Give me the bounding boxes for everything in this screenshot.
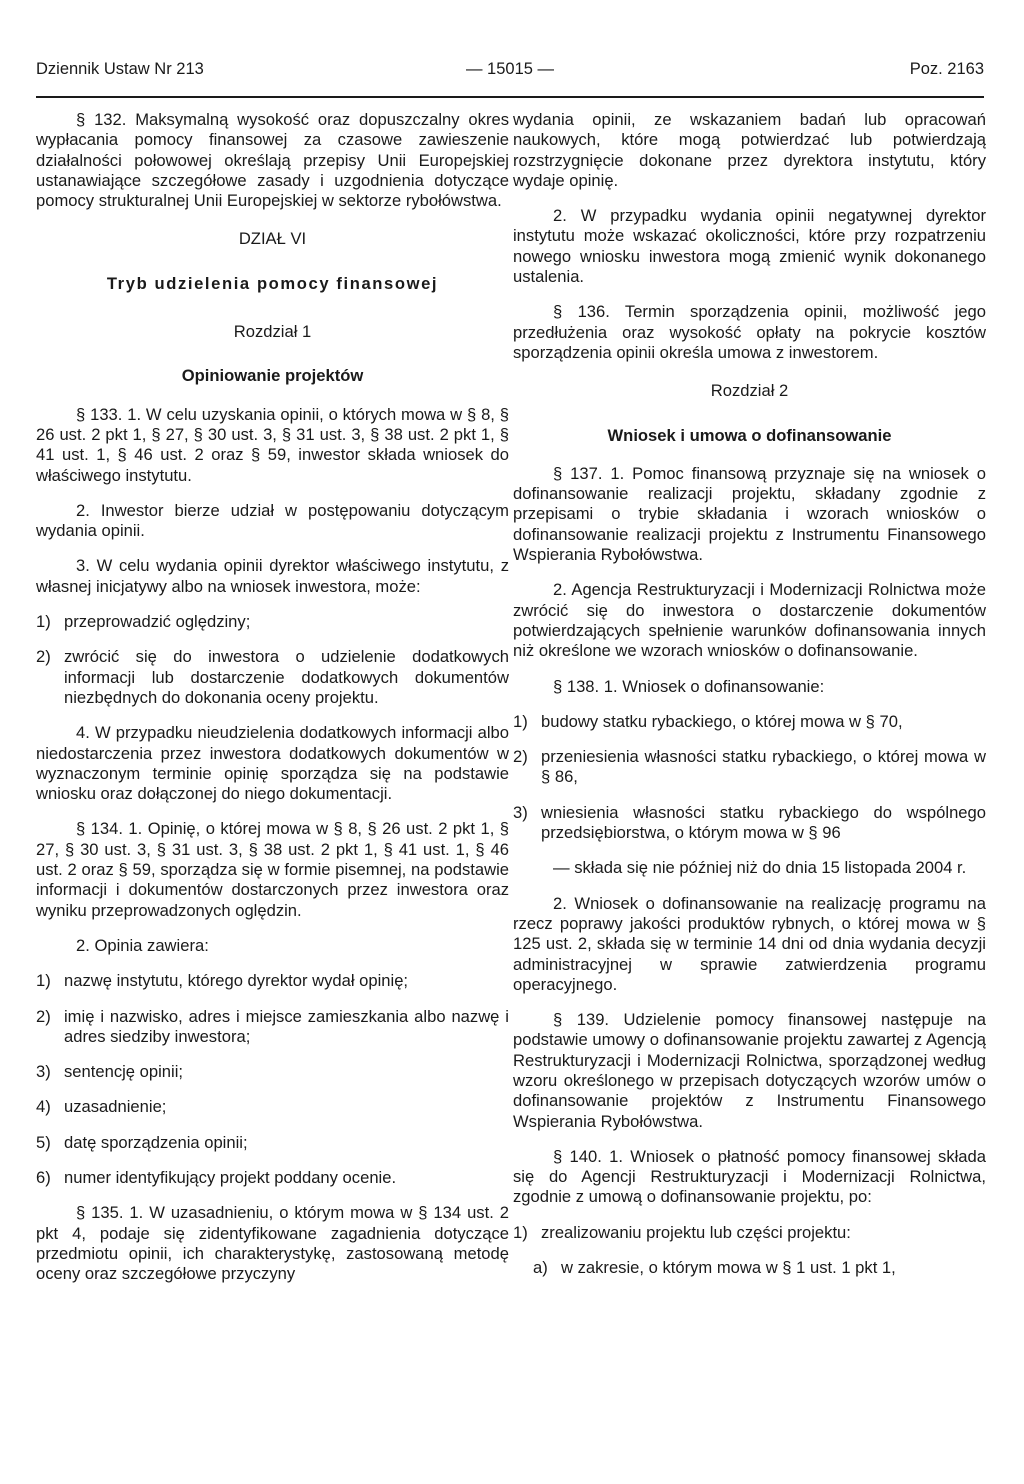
list-item-number: 2) [513,747,528,767]
list-item-number: 3) [36,1062,51,1082]
list-item [513,1223,986,1243]
paragraph-134-2: 2. Opinia zawiera: [76,935,209,955]
list-item [36,1062,509,1082]
list-item-text: przeniesienia własności statku rybackiego, o której mowa w § 86, [541,747,986,787]
paragraph-133-1: § 133. 1. W celu uzyskania opinii, o których mowa w § 8, § 26 ust. 2 pkt 1, § 27, § 30 ust. 3, § 31 ust. 3, § 38 ust. 2 pkt 1, § 41 ust. 1, § 46 ust. 2 oraz § 59, inwestor składa wniosek do właściwego instytutu. [36,404,509,485]
paragraph-135-1: § 135. 1. W uzasadnieniu, o którym mowa w § 134 ust. 2 pkt 4, podaje się zidentyfikowane zagadnienia dotyczące przedmiotu opinii, ich charakterystykę, zastosowaną metodę oceny oraz szczegółowe przyczyny [36,1203,509,1284]
paragraph-133-3: 3. W celu wydania opinii dyrektor właściwego instytutu, z własnej inicjatywy albo na wniosek inwestora, może: [36,556,509,596]
list-subitem-text: w zakresie, o którym mowa w § 1 ust. 1 pkt 1, [561,1258,896,1278]
list-item-number: 3) [513,802,528,822]
list-item-number: 1) [36,612,51,632]
list-item [36,647,509,708]
right-column [513,110,986,1293]
journal-title: Dziennik Ustaw Nr 213 [36,60,204,78]
paragraph-135-continued: wydania opinii, ze wskazaniem badań lub opracowań naukowych, które mogą potwierdzać lub potwierdzają rozstrzygnięcie dokonane przez dyrektora instytutu, który wydaje opinię. [513,110,986,190]
list-item-text: wniesienia własności statku rybackiego do wspólnego przedsiębiorstwa, o którym mowa w § 96 [541,802,986,843]
paragraph-133-2: 2. Inwestor bierze udział w postępowaniu dotyczącym wydania opinii. [36,500,509,541]
list-item-text: imię i nazwisko, adres i miejsce zamieszkania albo nazwę i adres siedziby inwestora; [64,1006,509,1046]
list-item-number: 2) [36,647,51,667]
list-item [36,1097,509,1117]
page-number: — 15015 — [465,60,555,78]
list-item-text: zrealizowaniu projektu lub części projektu: [541,1222,851,1242]
list-item-text: numer identyfikujący projekt poddany ocenie. [64,1167,397,1187]
paragraph-139: § 139. Udzielenie pomocy finansowej następuje na podstawie umowy o dofinansowanie projektu zawartej z Agencją Restrukturyzacji i Modernizacji Rolnictwa, sporządzonej według wzoru określonego w przepisach dotyczących wzorów umów o dofinansowanie projektów z Instrumentu Finansowego Wspierania Rybołówstwa. [513,1010,986,1131]
list-item-text: datę sporządzenia opinii; [64,1132,248,1152]
position-number: Poz. 2163 [909,60,984,78]
list-item-text: przeprowadzić oględziny; [64,612,251,632]
paragraph-137-1: § 137. 1. Pomoc finansową przyznaje się na wniosek o dofinansowanie realizacji projektu, składany zgodnie z przepisami o trybie składania i wzorach wniosków o dofinansowanie realizacji projektu z Instrumentu Finansowego Wspierania Rybołówstwa. [513,463,986,565]
list-item-number: 1) [513,711,528,731]
chapter-title: Opiniowanie projektów [181,366,364,386]
paragraph-134-1: § 134. 1. Opinię, o której mowa w § 8, § 26 ust. 2 pkt 1, § 27, § 30 ust. 3, § 31 ust. 3, § 38 ust. 2 pkt 1, § 41 ust. 1, § 46 ust. 2 oraz § 59, sporządza się w formie pisemnej, na podstawie informacji i dokumentów dostarczonych przez inwestora oraz wyniku przeprowadzonych oględzin. [36,819,509,920]
list-item-text: sentencję opinii; [64,1062,184,1082]
list-item-text: uzasadnienie; [64,1097,167,1117]
list-item-number: 2) [36,1006,51,1026]
list-subitem-letter: a) [533,1258,548,1278]
section-title: Tryb udzielenia pomocy finansowej [106,273,439,293]
paragraph-136: § 136. Termin sporządzenia opinii, możliwość jego przedłużenia oraz wysokość opłaty na pokrycie kosztów sporządzenia opinii określa umowa z inwestorem. [513,302,986,362]
list-item [513,803,986,844]
list-item [513,712,986,732]
list-item-text: zwrócić się do inwestora o udzielenie dodatkowych informacji lub dostarczenie dodatkowych dokumentów niezbędnych do dokonania oceny projektu. [64,647,509,707]
paragraph-138-2: 2. Wniosek o dofinansowanie na realizację programu na rzecz poprawy jakości produktów rybnych, o której mowa w § 125 ust. 2, składa się w terminie 14 dni od dnia wydania decyzji administracyjnej w sprawie zatwierdzenia programu operacyjnego. [513,893,986,994]
page-header [36,60,984,90]
list-item [36,971,509,991]
chapter-title: Wniosek i umowa o dofinansowanie [607,425,892,445]
list-item-number: 1) [513,1222,528,1242]
paragraph-132: § 132. Maksymalną wysokość oraz dopuszczalny okres wypłacania pomocy finansowej za czasowe zawieszenie działalności połowowej określają przepisy Unii Europejskiej ustanawiające szczegółowe zasady i uzgodnienia dotyczące pomocy strukturalnej Unii Europejskiej w sektorze rybołówstwa. [36,110,509,211]
paragraph-133-4: 4. W przypadku nieudzielenia dodatkowych informacji albo niedostarczenia przez inwestora dodatkowych dokumentów w wyznaczonym terminie opinię sporządza się na podstawie wniosku oraz dołączonej do niego dokumentacji. [36,723,509,804]
list-item-text: budowy statku rybackiego, o której mowa w § 70, [541,711,903,731]
section-heading: DZIAŁ VI [238,229,307,249]
left-column [36,110,509,1299]
list-item [36,612,509,632]
header-rule [36,96,984,98]
list-subitem [513,1258,986,1278]
paragraph-135-2: 2. W przypadku wydania opinii negatywnej dyrektor instytutu może wskazać okoliczności, które przy rozpatrzeniu nowego wniosku inwestora mogą zmienić wynik dokonanego ustalenia. [513,206,986,287]
chapter-heading: Rozdział 1 [233,322,312,342]
list-item [36,1133,509,1153]
paragraph-138-1: § 138. 1. Wniosek o dofinansowanie: [553,676,825,696]
list-item [513,747,986,788]
list-item-number: 1) [36,971,51,991]
paragraph-140-1: § 140. 1. Wniosek o płatność pomocy finansowej składa się do Agencji Restrukturyzacji i Modernizacji Rolnictwa, zgodnie z umową o dofinansowanie projektu, po: [513,1146,986,1207]
list-item-number: 4) [36,1097,51,1117]
paragraph-138-1-tail: — składa się nie później niż do dnia 15 listopada 2004 r. [553,858,967,878]
paragraph-137-2: 2. Agencja Restrukturyzacji i Modernizacji Rolnictwa może zwrócić się do inwestora o dostarczenie dokumentów potwierdzających spełnienie warunków dofinansowania innych niż określone we wzorach wniosków o dofinansowanie. [513,580,986,661]
chapter-heading: Rozdział 2 [710,381,789,401]
list-item [36,1007,509,1048]
list-item-number: 5) [36,1132,51,1152]
list-item-number: 6) [36,1167,51,1187]
list-item [36,1168,509,1188]
list-item-text: nazwę instytutu, którego dyrektor wydał opinię; [64,971,409,991]
